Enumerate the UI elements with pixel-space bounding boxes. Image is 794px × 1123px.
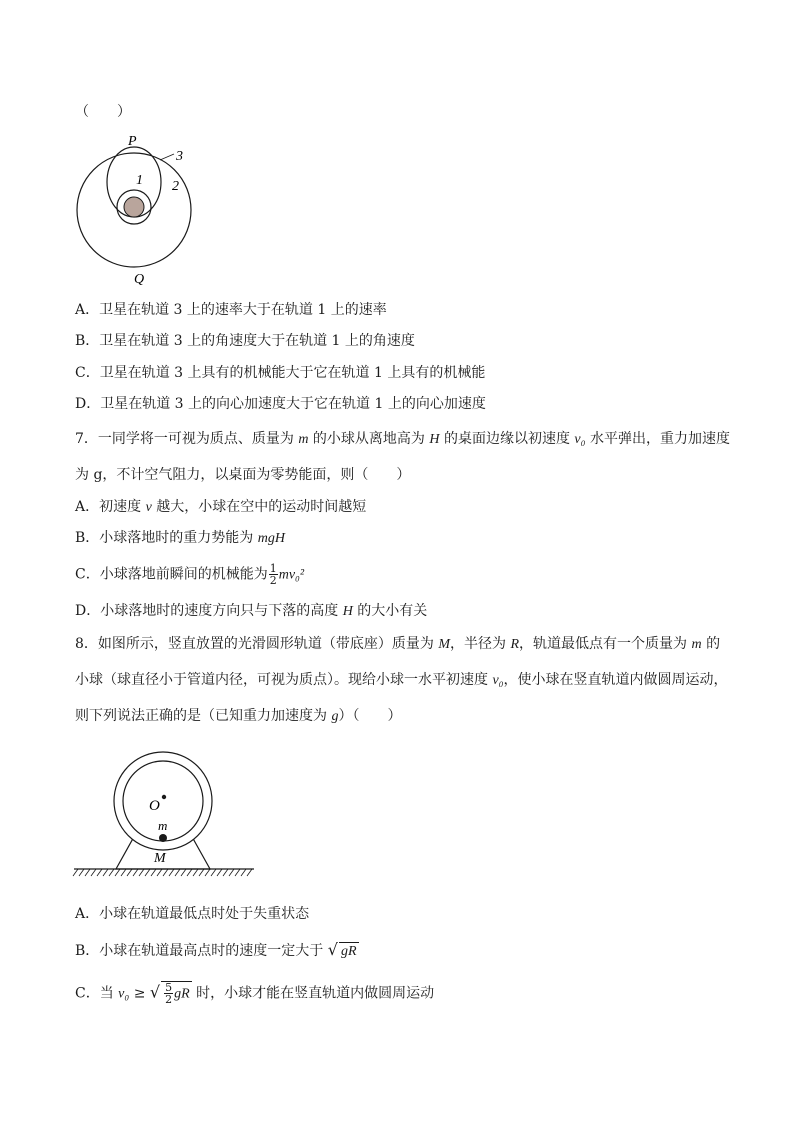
ball xyxy=(159,834,167,842)
q6-option-d: D．卫星在轨道 3 上的向心加速度大于它在轨道 1 上的向心加速度 xyxy=(75,396,486,412)
center-dot xyxy=(162,795,166,799)
q6-option-c: C．卫星在轨道 3 上具有的机械能大于它在轨道 1 上具有的机械能 xyxy=(75,365,486,381)
label-big-m: M xyxy=(154,851,166,866)
planet xyxy=(124,197,144,217)
label-2: 2 xyxy=(172,179,179,194)
ground-hatch xyxy=(73,869,252,876)
q8-option-c: C．当 v₀ ≥ √ $\frac{5}{2}$ gR 时，小球才能在竖直轨道内做圆周运动 xyxy=(75,981,435,1006)
label-1: 1 xyxy=(136,173,143,188)
q7-stem-line1: 7．一同学将一可视为质点、质量为 m 的小球从离地高为 H 的桌面边缘以初速度 v₀ 水平弹出，重力加速度 xyxy=(75,431,730,447)
q8-stem-line3: 则下列说法正确的是（已知重力加速度为 g）（ ） xyxy=(75,708,402,724)
q6-bracket: （ ） xyxy=(75,104,131,120)
q8-option-b: B．小球在轨道最高点时的速度一定大于 √ gR xyxy=(75,940,357,959)
q7-option-c: C．小球落地前瞬间的机械能为 $\frac{1}{2}$ mv₀² xyxy=(75,562,305,587)
q8-stem-line2: 小球（球直径小于管道内径，可视为质点）。现给小球一水平初速度 v₀，使小球在竖直轨道内做圆周运动， xyxy=(75,672,728,688)
q7-option-a: A．初速度 v 越大，小球在空中的运动时间越短 xyxy=(75,499,367,515)
label-o: O xyxy=(149,798,160,814)
orbit-figure xyxy=(68,128,208,288)
track-figure xyxy=(70,748,260,883)
q8-option-a: A．小球在轨道最低点时处于失重状态 xyxy=(75,906,310,922)
label-m: m xyxy=(158,818,168,833)
q6-option-a: A．卫星在轨道 3 上的速率大于在轨道 1 上的速率 xyxy=(75,302,387,318)
q6-option-b: B．卫星在轨道 3 上的角速度大于在轨道 1 上的角速度 xyxy=(75,333,415,349)
q7-option-b: B．小球落地时的重力势能为 mgH xyxy=(75,530,285,546)
label-q: Q xyxy=(134,272,145,287)
q8-stem-line1: 8．如图所示，竖直放置的光滑圆形轨道（带底座）质量为 M，半径为 R，轨道最低点有一个质量为 m 的 xyxy=(75,636,721,652)
q7-stem-line2: 为 g，不计空气阻力，以桌面为零势能面，则（ ） xyxy=(75,467,411,483)
q7-option-d: D．小球落地时的速度方向只与下落的高度 H 的大小有关 xyxy=(75,603,428,619)
label-p: P xyxy=(128,134,137,149)
label-3: 3 xyxy=(176,149,183,164)
